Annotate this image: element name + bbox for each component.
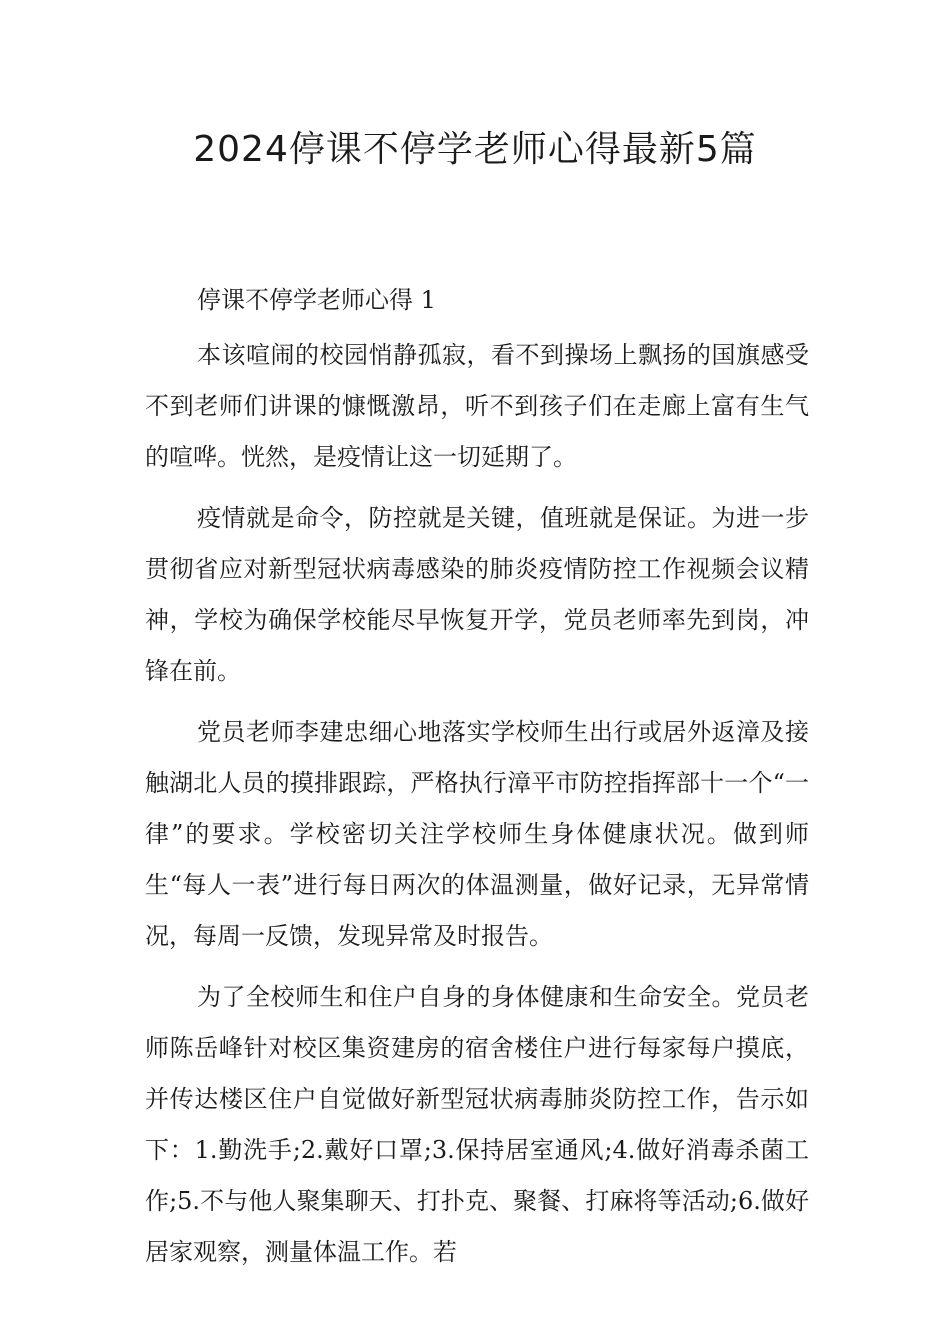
document-body [145, 282, 809, 1278]
document-title: 2024停课不停学老师心得最新5篇 [193, 129, 757, 170]
section-heading: 停课不停学老师心得 1 [197, 286, 436, 314]
paragraph-2: 疫情就是命令，防控就是关键，值班就是保证。为进一步贯彻省应对新型冠状病毒感染的肺炎疫情防控工作视频会议精神，学校为确保学校能尽早恢复开学，党员老师率先到岗，冲锋在前。 [145, 504, 809, 685]
paragraph-4: 为了全校师生和住户自身的身体健康和生命安全。党员老师陈岳峰针对校区集资建房的宿舍楼住户进行每家每户摸底，并传达楼区住户自觉做好新型冠状病毒肺炎防控工作，告示如下：1.勤洗手;2.戴好口罩;3.保持居室通风;4.做好消毒杀菌工作;5.不与他人聚集聊天、打扑克、聚餐、打麻将等活动;6.做好居家观察，测量体温工作。若 [145, 983, 809, 1266]
paragraph-3: 党员老师李建忠细心地落实学校师生出行或居外返漳及接触湖北人员的摸排跟踪，严格执行漳平市防控指挥部十一个“一律”的要求。学校密切关注学校师生身体健康状况。做到师生“每人一表”进行每日两次的体温测量，做好记录，无异常情况，每周一反馈，发现异常及时报告。 [145, 718, 809, 950]
paragraph-1: 本该喧闹的校园悄静孤寂，看不到操场上飘扬的国旗感受不到老师们讲课的慷慨激昂，听不到孩子们在走廊上富有生气的喧哗。恍然，是疫情让这一切延期了。 [145, 341, 809, 471]
